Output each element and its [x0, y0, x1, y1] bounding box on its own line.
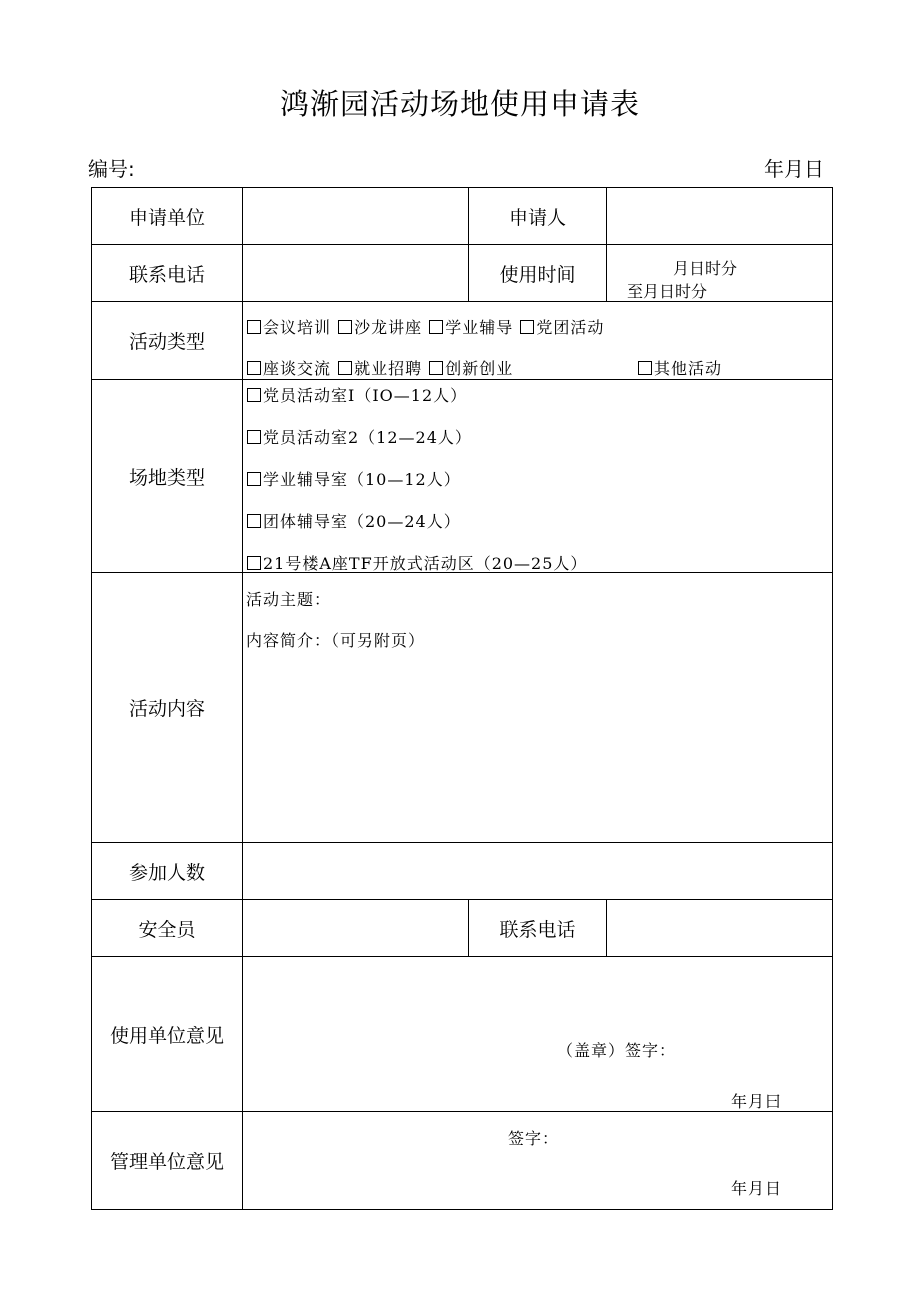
checkbox-icon[interactable]: [247, 430, 261, 444]
venue-option-label: 21号楼A座TF开放式活动区（20—25人）: [263, 554, 588, 573]
venue-option-label: 团体辅导室（20—24人）: [263, 512, 461, 531]
use-time-end: 至月日时分: [627, 282, 708, 301]
checkbox-icon[interactable]: [338, 361, 352, 375]
activity-content-field[interactable]: [243, 573, 833, 843]
form-title: 鸿渐园活动场地使用申请表: [279, 87, 640, 121]
venue-option: [246, 509, 461, 532]
user-opinion-sign: （盖章）签字：: [557, 1041, 677, 1060]
user-opinion-field[interactable]: [243, 957, 833, 1112]
activity-options-row-2: [246, 356, 513, 379]
venue-type-label: 场地类型: [92, 380, 243, 573]
activity-content-label: 活动内容: [92, 573, 243, 843]
checkbox-icon[interactable]: [247, 320, 261, 334]
row-activity-content: [92, 573, 833, 843]
date-label: 年月日: [764, 157, 824, 181]
row-user-opinion: [92, 957, 833, 1112]
venue-option-label: 党员活动室2（12—24人）: [263, 428, 472, 447]
option-job-recruitment: 就业招聘: [354, 359, 423, 378]
row-admin-opinion: [92, 1112, 833, 1210]
use-time-start: 月日时分: [673, 259, 738, 278]
admin-opinion-date: 年月日: [731, 1179, 783, 1198]
phone-label: 联系电话: [92, 245, 243, 302]
row-phone-time: [92, 245, 833, 302]
checkbox-icon[interactable]: [429, 361, 443, 375]
venue-option: [246, 551, 587, 574]
admin-opinion-sign: 签字：: [508, 1129, 560, 1148]
applicant-label: 申请人: [469, 188, 607, 245]
content-intro-label: 内容简介：（可另附页）: [246, 631, 426, 650]
applicant-field[interactable]: [607, 188, 833, 245]
checkbox-icon[interactable]: [247, 388, 261, 402]
checkbox-icon[interactable]: [247, 361, 261, 375]
venue-option-label: 党员活动室I（IO—12人）: [263, 386, 468, 405]
safety-phone-field[interactable]: [607, 900, 833, 957]
checkbox-icon[interactable]: [520, 320, 534, 334]
option-other-wrap: [637, 356, 722, 379]
option-other-activity: 其他活动: [654, 359, 723, 378]
safety-officer-field[interactable]: [243, 900, 469, 957]
checkbox-icon[interactable]: [247, 556, 261, 570]
number-label: 编号:: [88, 157, 135, 181]
use-time-field[interactable]: [607, 245, 833, 302]
phone-field[interactable]: [243, 245, 469, 302]
venue-option: [246, 425, 472, 448]
venue-option: [246, 467, 461, 490]
checkbox-icon[interactable]: [429, 320, 443, 334]
venue-option-label: 学业辅导室（10—12人）: [263, 470, 461, 489]
checkbox-icon[interactable]: [338, 320, 352, 334]
user-opinion-date: 年月曰: [731, 1092, 783, 1111]
checkbox-icon[interactable]: [247, 514, 261, 528]
checkbox-icon[interactable]: [638, 361, 652, 375]
venue-type-options: [243, 380, 833, 573]
activity-theme-label: 活动主题：: [246, 590, 332, 609]
user-opinion-label: 使用单位意见: [92, 957, 243, 1112]
use-time-label: 使用时间: [469, 245, 607, 302]
admin-opinion-field[interactable]: [243, 1112, 833, 1210]
row-activity-type: [92, 302, 833, 380]
participants-field[interactable]: [243, 843, 833, 900]
option-academic-tutoring: 学业辅导: [445, 318, 514, 337]
row-participants: [92, 843, 833, 900]
row-applicant: [92, 188, 833, 245]
activity-type-label: 活动类型: [92, 302, 243, 380]
application-form-table: [91, 187, 833, 1210]
activity-options-row-1: [246, 315, 604, 338]
row-safety: [92, 900, 833, 957]
admin-opinion-label: 管理单位意见: [92, 1112, 243, 1210]
participants-label: 参加人数: [92, 843, 243, 900]
applicant-unit-label: 申请单位: [92, 188, 243, 245]
option-symposium: 座谈交流: [263, 359, 332, 378]
option-innovation: 创新创业: [445, 359, 514, 378]
option-party-activity: 党团活动: [536, 318, 605, 337]
applicant-unit-field[interactable]: [243, 188, 469, 245]
safety-phone-label: 联系电话: [469, 900, 607, 957]
safety-officer-label: 安全员: [92, 900, 243, 957]
option-salon-lecture: 沙龙讲座: [354, 318, 423, 337]
option-meeting-training: 会议培训: [263, 318, 332, 337]
activity-type-options: [243, 302, 833, 380]
row-venue-type: [92, 380, 833, 573]
venue-option: [246, 383, 467, 406]
checkbox-icon[interactable]: [247, 472, 261, 486]
